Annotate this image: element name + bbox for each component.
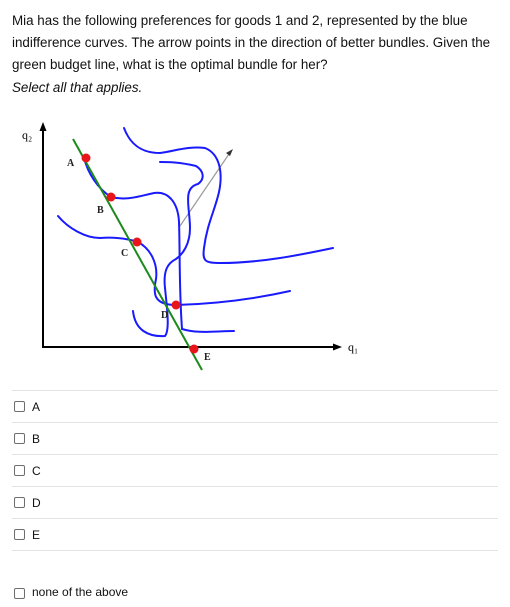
checkbox[interactable] [14, 497, 25, 508]
y-axis-arrowhead [40, 122, 47, 131]
option-label: E [32, 527, 41, 542]
x-axis-arrowhead [333, 344, 342, 351]
option-a[interactable] [12, 390, 498, 422]
option-label: A [32, 399, 41, 414]
bundle-label-c: C [121, 248, 129, 259]
option-b[interactable] [12, 422, 498, 454]
indifference-curve-1 [84, 158, 234, 332]
indifference-curve-graph [0, 118, 380, 378]
option-label: B [32, 431, 41, 446]
bundle-label-a: A [67, 158, 75, 169]
bundle-label-b: B [97, 205, 104, 216]
bundle-point-d [172, 301, 181, 310]
x-axis-label: q₁ [348, 340, 359, 354]
option-label: D [32, 495, 41, 510]
answer-options [12, 390, 498, 607]
checkbox[interactable] [14, 529, 25, 540]
bundle-label-d: D [161, 310, 169, 321]
bundle-label-e: E [204, 352, 211, 363]
indifference-curves [58, 128, 333, 336]
question-text: Mia has the following preferences for goods 1 and 2, represented by the blue indifference curves. The arrow points in the direction of better bundles. Given the green budget line, what is the optimal bundle for her? [12, 13, 491, 72]
indifference-curve-3 [124, 128, 333, 263]
budget-line [73, 139, 202, 370]
option-label: C [32, 463, 41, 478]
option-d[interactable] [12, 486, 498, 518]
option-none-of-the-above[interactable] [12, 550, 498, 607]
checkbox[interactable] [14, 588, 25, 599]
y-axis-label: q₂ [22, 128, 33, 142]
option-c[interactable] [12, 454, 498, 486]
better-direction-arrow [180, 149, 233, 226]
bundle-labels [67, 158, 211, 363]
checkbox[interactable] [14, 401, 25, 412]
bundle-point-a [82, 154, 91, 163]
bundle-point-c [133, 238, 142, 247]
bundle-point-e [190, 345, 199, 354]
checkbox[interactable] [14, 465, 25, 476]
option-label: none of the above [32, 585, 129, 599]
instruction-text: Select all that applies. [12, 80, 143, 95]
bundle-point-b [107, 193, 116, 202]
checkbox[interactable] [14, 433, 25, 444]
option-e[interactable] [12, 518, 498, 550]
